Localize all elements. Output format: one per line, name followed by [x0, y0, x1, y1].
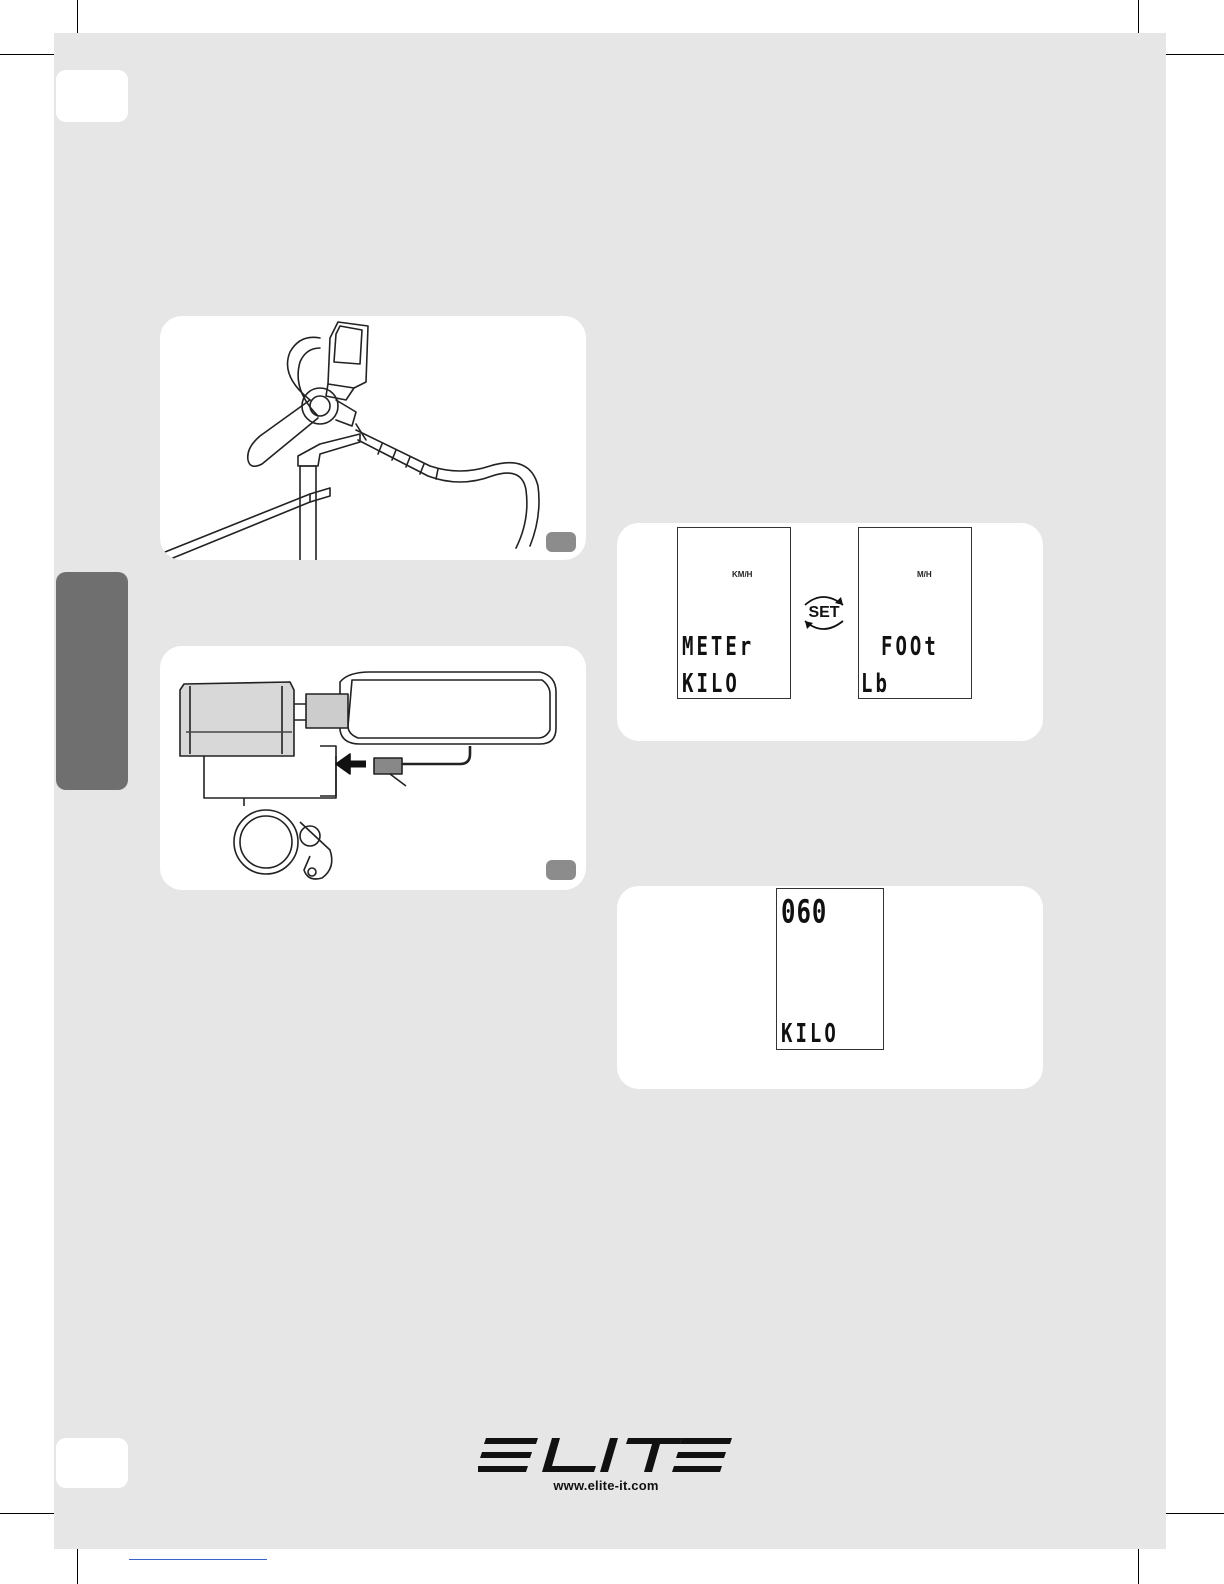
- weight-value: 060: [781, 893, 828, 931]
- display-line-2: Lb: [861, 669, 890, 699]
- figure-handlebar-mount: [160, 316, 586, 560]
- display-line-1: METEr: [682, 632, 755, 662]
- page-number-tab: [56, 1438, 128, 1488]
- set-cycle-icon: [799, 591, 849, 635]
- crop-mark: [1166, 54, 1224, 55]
- set-label: SET: [808, 604, 840, 621]
- handlebar-illustration: [160, 316, 586, 560]
- crop-mark: [77, 1549, 78, 1584]
- unit-selection-panel: [617, 523, 1043, 741]
- section-tab: [56, 572, 128, 790]
- link-underline: [129, 1559, 267, 1560]
- display-line-2: KILO: [682, 669, 740, 699]
- display-line-1: FOOt: [881, 632, 939, 662]
- connector-illustration: [160, 646, 586, 890]
- weight-unit: KILO: [781, 1019, 839, 1049]
- figure-label-badge: [546, 860, 576, 880]
- figure-connector: [160, 646, 586, 890]
- crop-mark: [1166, 1513, 1224, 1514]
- weight-setting-panel: [617, 886, 1043, 1089]
- crop-mark: [0, 54, 54, 55]
- speed-unit-label: KM/H: [732, 570, 753, 579]
- speed-unit-label: M/H: [917, 570, 932, 579]
- crop-mark: [0, 1513, 54, 1514]
- lcd-display-weight: [776, 888, 884, 1050]
- crop-mark: [77, 0, 78, 33]
- elite-logo-mark: [478, 1436, 734, 1476]
- language-tab-top: [56, 70, 128, 122]
- crop-mark: [1138, 0, 1139, 33]
- lcd-display-metric: [677, 527, 791, 699]
- figure-label-badge: [546, 532, 576, 552]
- crop-mark: [1138, 1549, 1139, 1584]
- website-url[interactable]: www.elite-it.com: [553, 1478, 659, 1493]
- lcd-display-imperial: [858, 527, 972, 699]
